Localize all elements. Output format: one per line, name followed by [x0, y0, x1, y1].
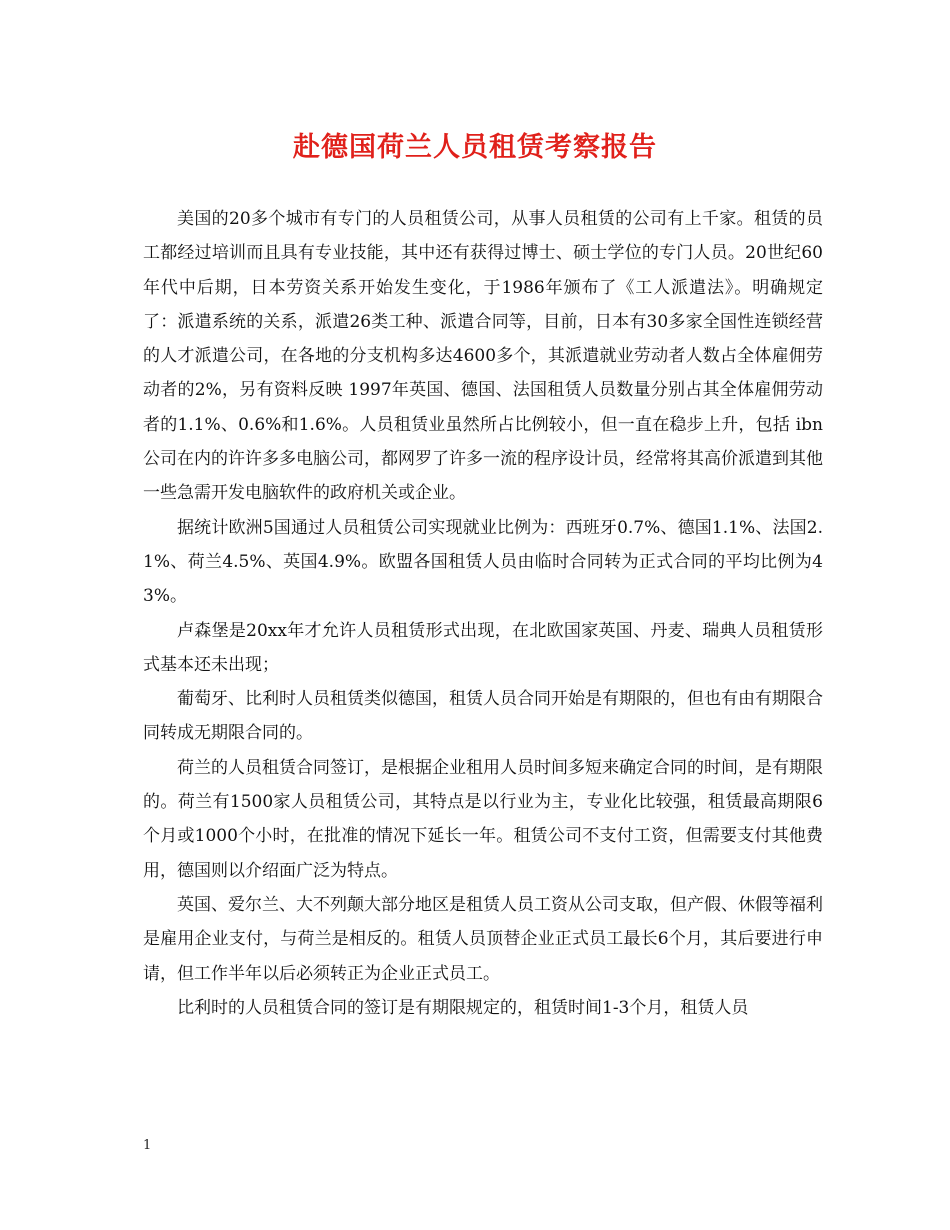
paragraph: 英国、爱尔兰、大不列颠大部分地区是租赁人员工资从公司支取，但产假、休假等福利是雇用企业支付，与荷兰是相反的。租赁人员顶替企业正式员工最长6个月，其后要进行申请，但工作半年以后必须转正为企业正式员工。: [143, 894, 823, 984]
paragraph: 荷兰的人员租赁合同签订，是根据企业租用人员时间多短来确定合同的时间，是有期限的。荷兰有1500家人员租赁公司，其特点是以行业为主，专业化比较强，租赁最高期限6个月或1000个小时，在批准的情况下延长一年。租赁公司不支付工资，但需要支付其他费用，德国则以介绍面广泛为特点。: [143, 757, 823, 881]
paragraph: 葡萄牙、比利时人员租赁类似德国，租赁人员合同开始是有期限的，但也有由有期限合同转成无期限合同的。: [143, 689, 823, 744]
paragraph: 卢森堡是20xx年才允许人员租赁形式出现，在北欧国家英国、丹麦、瑞典人员租赁形式基本还未出现；: [143, 620, 823, 675]
document-body: [143, 202, 823, 1025]
document-title: 赴德国荷兰人员租赁考察报告: [293, 132, 657, 163]
paragraph: 美国的20多个城市有专门的人员租赁公司，从事人员租赁的公司有上千家。租赁的员工都经过培训而且具有专业技能，其中还有获得过博士、硕士学位的专门人员。20世纪60年代中后期，日本劳资关系开始发生变化，于1986年颁布了《工人派遣法》。明确规定了：派遣系统的关系，派遣26类工种、派遣合同等，目前，日本有30多家全国性连锁经营的人才派遣公司，在各地的分支机构多达4600多个，其派遣就业劳动者人数占全体雇佣劳动者的2%，另有资料反映 1997年英国、德国、法国租赁人员数量分别占其全体雇佣劳动者的1.1%、0.6%和1.6%。人员租赁业虽然所占比例较小，但一直在稳步上升，包括 ibn公司在内的许许多多电脑公司，都网罗了许多一流的程序设计员，经常将其高价派遣到其他一些急需开发电脑软件的政府机关或企业。: [143, 209, 823, 504]
paragraph: 据统计欧洲5国通过人员租赁公司实现就业比例为：西班牙0.7%、德国1.1%、法国2.1%、荷兰4.5%、英国4.9%。欧盟各国租赁人员由临时合同转为正式合同的平均比例为43%。: [143, 517, 823, 607]
page-number: 1: [143, 1138, 152, 1153]
paragraph: 比利时的人员租赁合同的签订是有期限规定的，租赁时间1-3个月，租赁人员: [177, 997, 749, 1018]
